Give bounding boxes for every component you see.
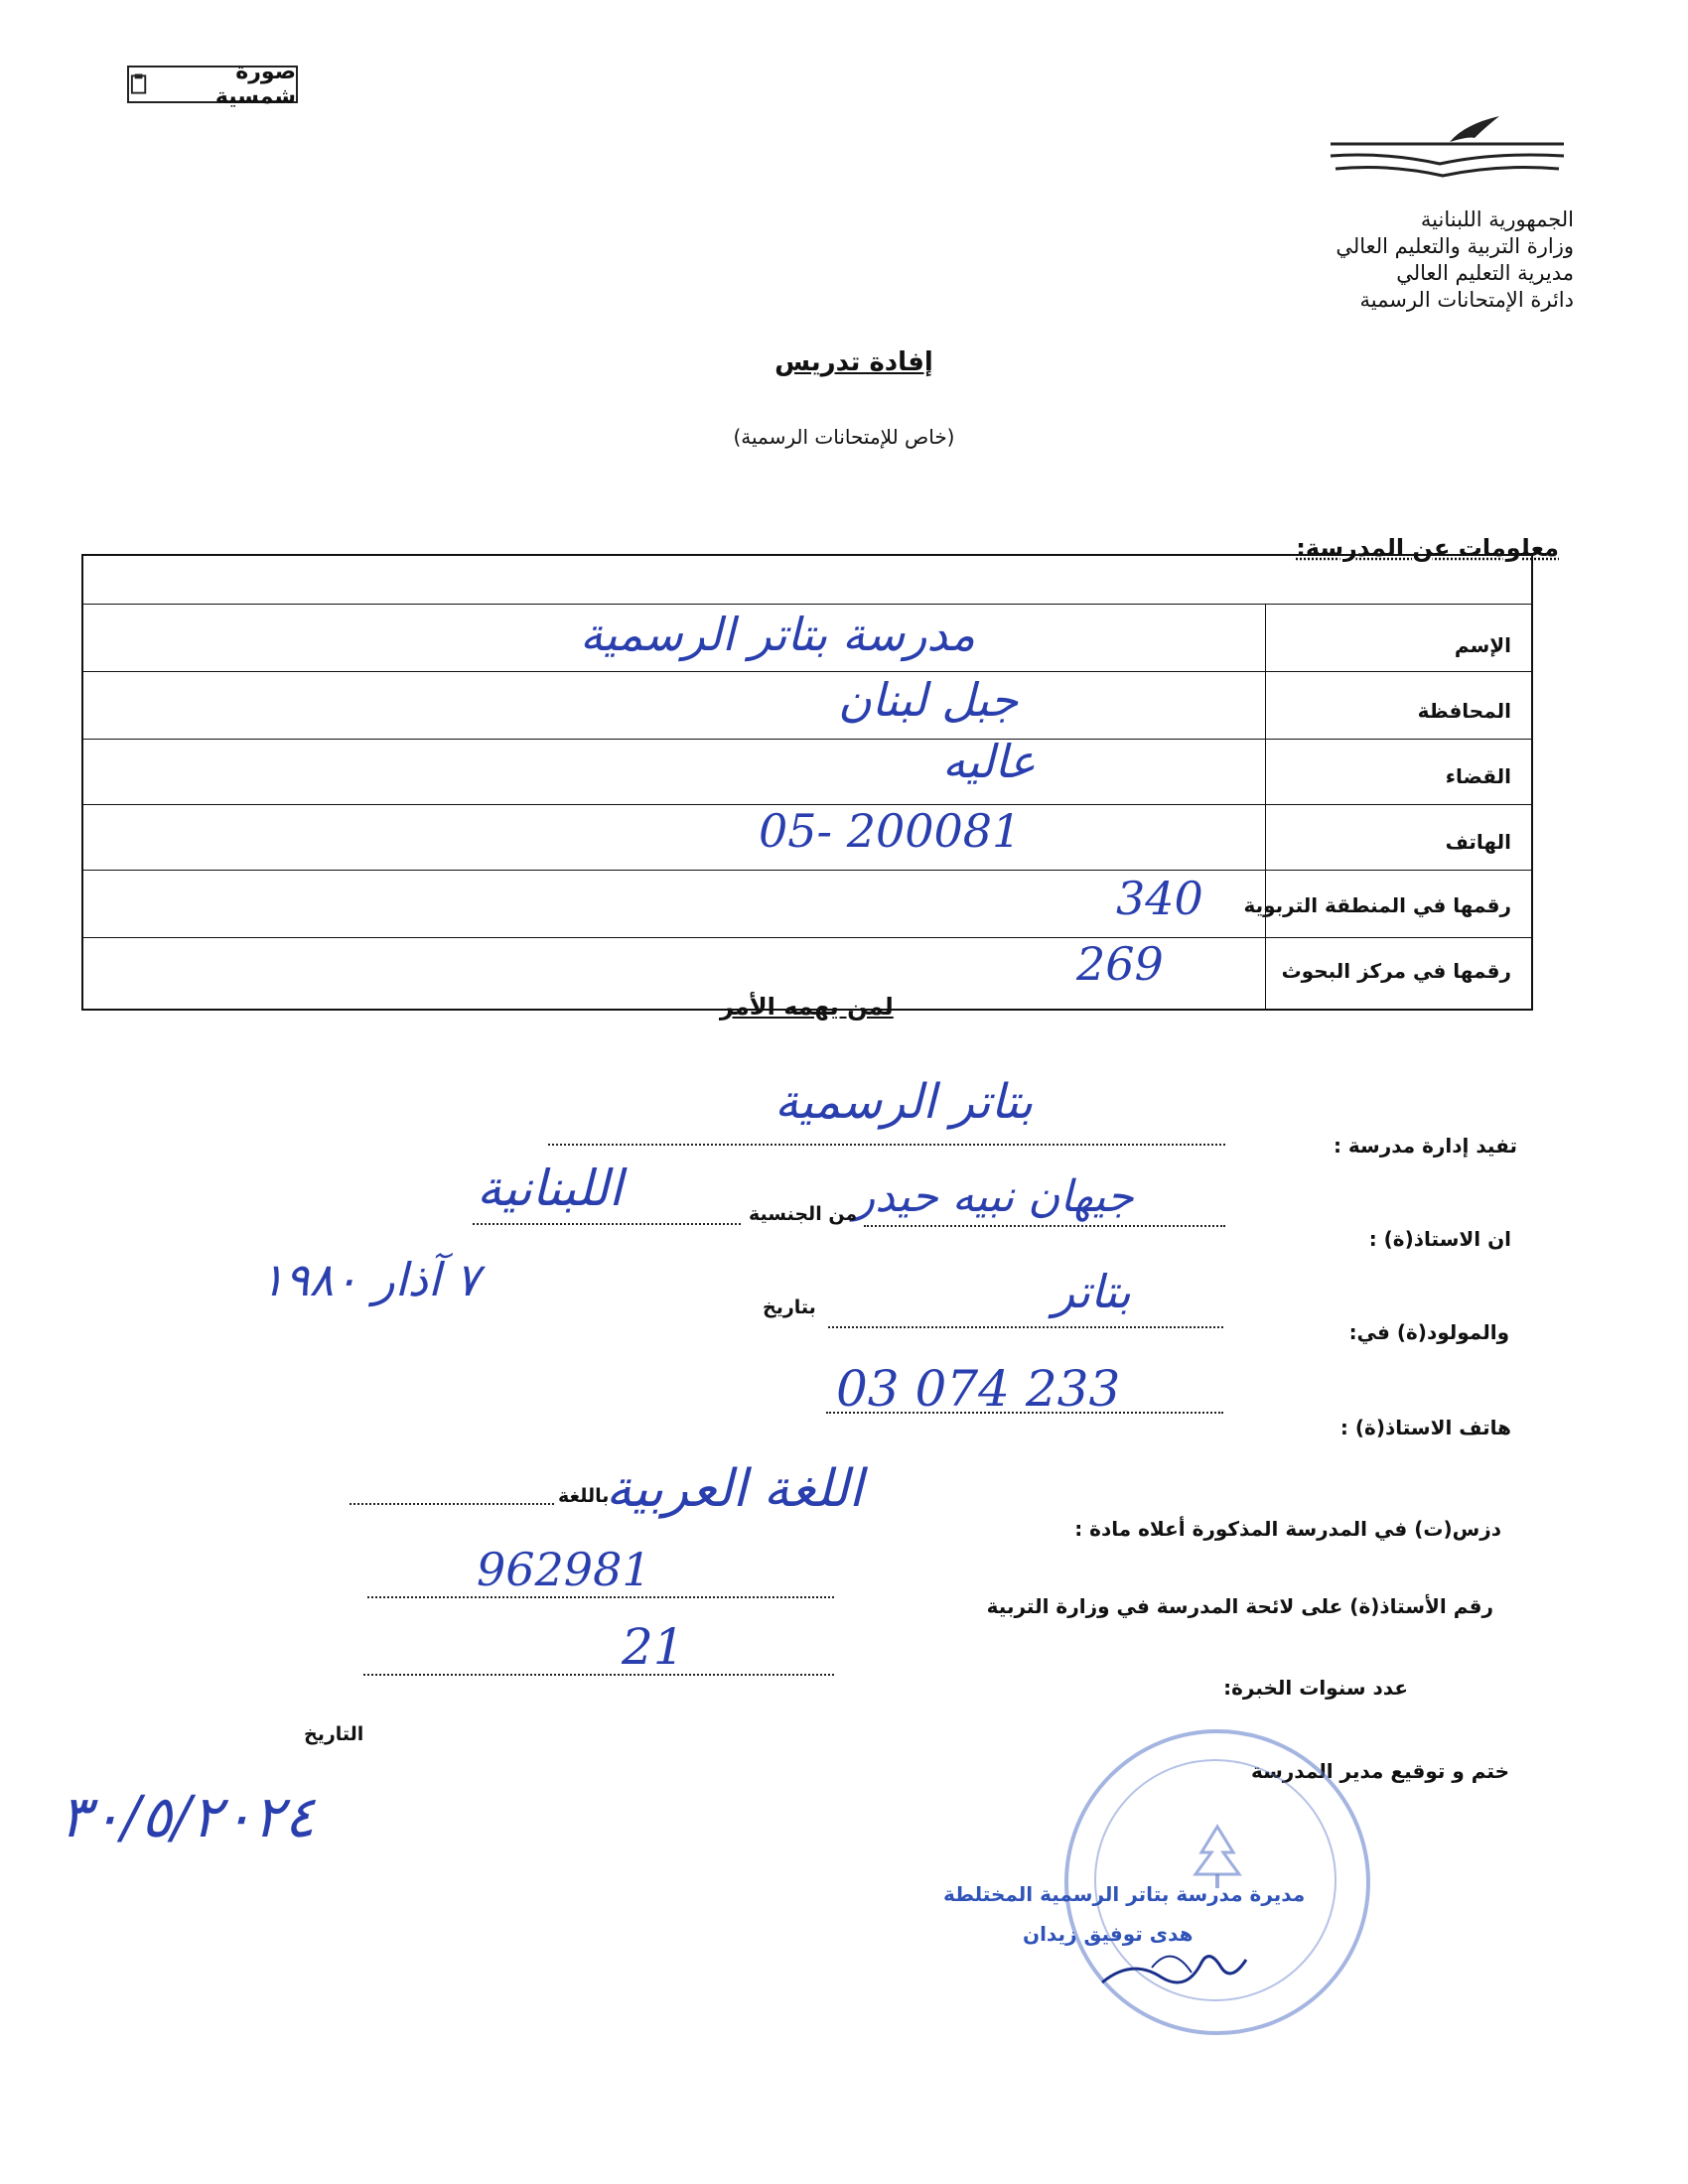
- experience-value: 21: [622, 1618, 685, 1676]
- document-subtitle: (خاص للإمتحانات الرسمية): [733, 425, 955, 449]
- date-label: التاريخ: [304, 1723, 364, 1745]
- nationality-label: من الجنسية: [749, 1203, 858, 1225]
- birth-date-label: بتاريخ: [763, 1297, 816, 1318]
- born-in-value: بتاتر: [1053, 1265, 1131, 1318]
- photo-tag-label: صورة شمسية: [214, 60, 296, 109]
- table-value-research-number: 269: [1076, 937, 1164, 991]
- letterhead-department: دائرة الإمتحانات الرسمية: [1359, 288, 1574, 312]
- birth-date-value: ٧ آذار ١٩٨٠: [260, 1253, 481, 1306]
- school-admin-value: بتاتر الرسمية: [774, 1074, 1034, 1130]
- born-in-label: والمولود(ة) في:: [1348, 1320, 1509, 1344]
- language-label: باللغة: [558, 1485, 610, 1507]
- teacher-value: جيهان نبيه حيدر: [854, 1171, 1134, 1222]
- table-label-governorate: المحافظة: [1417, 699, 1511, 723]
- date-value: ٣٠/٥/٢٠٢٤: [60, 1783, 316, 1850]
- table-label-district: القضاء: [1445, 764, 1511, 788]
- ministry-logo: [1326, 114, 1569, 189]
- table-value-region-number: 340: [1116, 872, 1203, 925]
- table-label-region-number: رقمها في المنطقة التربوية: [1243, 893, 1511, 917]
- table-label-name: الإسم: [1454, 633, 1511, 657]
- paste-icon: [129, 72, 148, 96]
- stamp-principal-name: هدى توفيق زيدان: [1023, 1922, 1194, 1946]
- letterhead-directorate: مديرية التعليم العالي: [1396, 261, 1574, 285]
- subject-value: اللغة العربية: [606, 1459, 864, 1519]
- table-label-research-number: رقمها في مركز البحوث: [1281, 959, 1511, 983]
- principal-signature: [1092, 1938, 1251, 1997]
- stamp-principal-title: مديرة مدرسة بتاتر الرسمية المختلطة: [943, 1882, 1306, 1906]
- experience-label: عدد سنوات الخبرة:: [1223, 1676, 1408, 1700]
- teacher-phone-value: 03 074 233: [836, 1360, 1121, 1418]
- school-admin-label: تفيد إدارة مدرسة :: [1333, 1134, 1517, 1158]
- teacher-number-value: 962981: [477, 1543, 651, 1596]
- table-label-phone: الهاتف: [1445, 830, 1511, 854]
- letterhead: [1276, 206, 1574, 314]
- teacher-phone-label: هاتف الاستاذ(ة) :: [1339, 1416, 1511, 1439]
- letterhead-ministry: وزارة التربية والتعليم العالي: [1336, 234, 1574, 258]
- teacher-number-label: رقم الأستاذ(ة) على لائحة المدرسة في وزارة التربية: [986, 1594, 1493, 1618]
- table-value-name: مدرسة بتاتر الرسمية: [580, 608, 976, 661]
- document-title: إفادة تدريس: [774, 347, 933, 377]
- nationality-value: اللبنانية: [477, 1160, 623, 1217]
- table-value-governorate: جبل لبنان: [838, 673, 1019, 727]
- photo-placeholder-tag: [127, 60, 298, 109]
- school-info-heading: معلومات عن المدرسة:: [1296, 534, 1559, 562]
- to-whom-heading: لمن يهمه الأمر: [720, 993, 894, 1021]
- table-value-district: عاليه: [942, 735, 1037, 788]
- table-value-phone: 05- 200081: [759, 804, 1022, 858]
- signature-label: ختم و توقيع مدير المدرسة: [1250, 1759, 1509, 1783]
- subject-taught-label: دزس(ت) في المدرسة المذكورة أعلاه مادة :: [1074, 1517, 1501, 1541]
- teacher-label: ان الاستاذ(ة) :: [1368, 1227, 1511, 1251]
- school-info-table: [81, 554, 1533, 1011]
- letterhead-republic: الجمهورية اللبنانية: [1420, 207, 1574, 231]
